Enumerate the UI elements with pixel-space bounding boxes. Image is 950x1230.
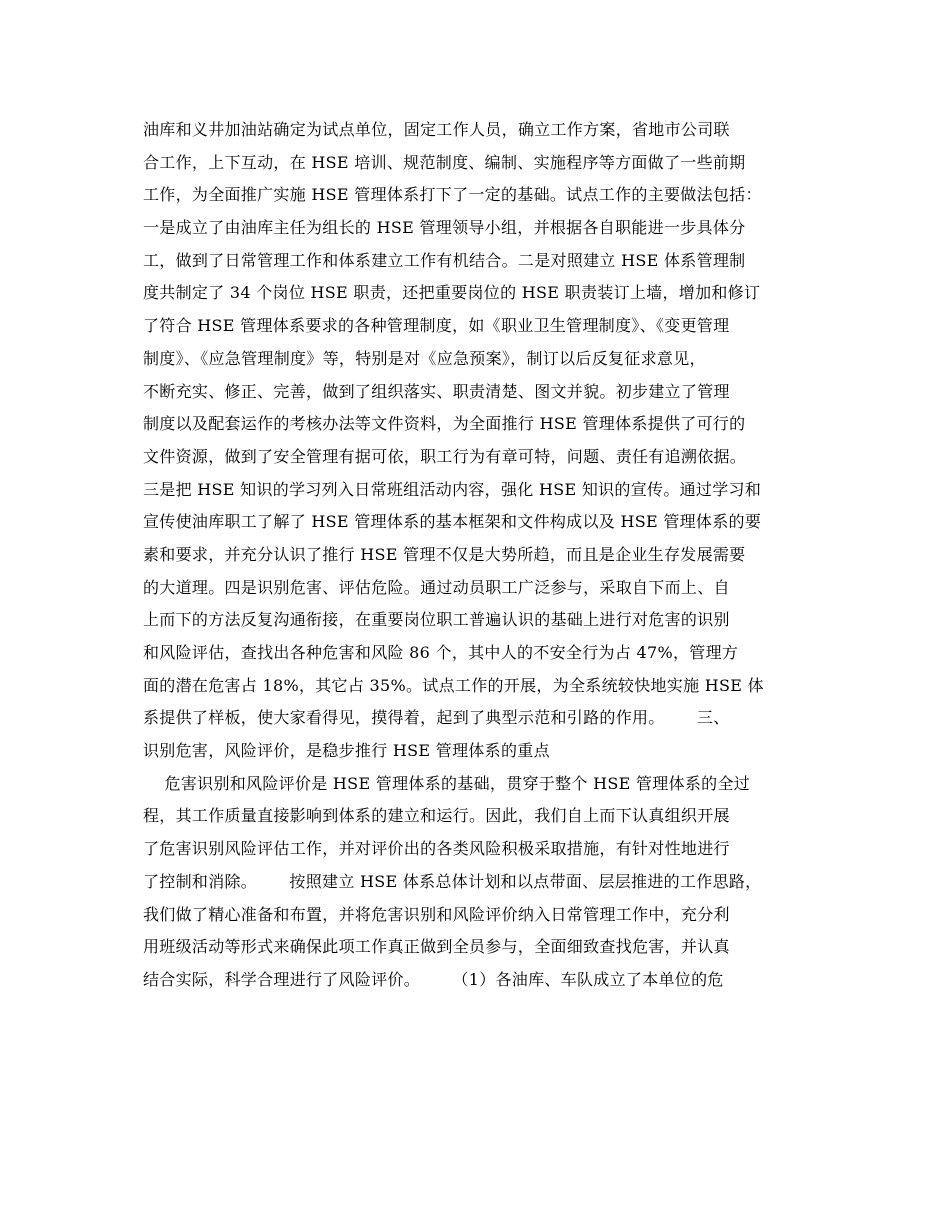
- text-line: 了符合 HSE 管理体系要求的各种管理制度，如《职业卫生管理制度》、《变更管理: [143, 316, 730, 336]
- text-line: 面的潜在危害占 18%，其它占 35%。试点工作的开展，为全系统较快地实施 HSE 体: [143, 675, 764, 695]
- text-line: 了危害识别风险评估工作，并对评价出的各类风险积极采取措施，有针对性地进行: [143, 839, 730, 859]
- text-line: 三是把 HSE 知识的学习列入日常班组活动内容，强化 HSE 知识的宣传。通过学习和: [143, 479, 762, 499]
- text-line: 素和要求，并充分认识了推行 HSE 管理不仅是大势所趋，而且是企业生存发展需要: [143, 544, 746, 564]
- text-line: 的大道理。四是识别危害、评估危险。通过动员职工广泛参与，采取自下而上、自: [143, 577, 730, 597]
- text-line: 合工作，上下互动，在 HSE 培训、规范制度、编制、实施程序等方面做了一些前期: [143, 152, 746, 172]
- text-line: 文件资源，做到了安全管理有据可依，职工行为有章可特，问题、责任有追溯依据。: [143, 446, 747, 466]
- text-line: 程，其工作质量直接影响到体系的建立和运行。因此，我们自上而下认真组织开展: [143, 806, 730, 826]
- text-line: 制度以及配套运作的考核办法等文件资料，为全面推行 HSE 管理体系提供了可行的: [143, 414, 746, 434]
- text-line: 和风险评估，查找出各种危害和风险 86 个，其中人的不安全行为占 47%，管理方: [143, 643, 739, 662]
- text-line: 结合实际，科学合理进行了风险评价。 （1）各油库、车队成立了本单位的危: [143, 969, 724, 989]
- text-line: 我们做了精心准备和布置，并将危害识别和风险评价纳入日常管理工作中，充分利: [143, 904, 730, 924]
- text-line: 一是成立了由油库主任为组长的 HSE 管理领导小组，并根据各自职能进一步具体分: [143, 218, 746, 238]
- text-line: 制度》、《应急管理制度》等，特别是对《应急预案》，制订以后反复征求意见，: [143, 348, 706, 368]
- text-line: 工，做到了日常管理工作和体系建立工作有机结合。二是对照建立 HSE 体系管理制: [143, 250, 746, 270]
- text-line: 度共制定了 34 个岗位 HSE 职责，还把重要岗位的 HSE 职责装订上墙，增加和修订: [143, 283, 761, 303]
- text-line: 不断充实、修正、完善，做到了组织落实、职责清楚、图文并貌。初步建立了管理: [143, 381, 730, 401]
- text-line: 系提供了样板，使大家看得见，摸得着，起到了典型示范和引路的作用。 三、: [143, 708, 730, 728]
- text-line: 工作，为全面推广实施 HSE 管理体系打下了一定的基础。试点工作的主要做法包括：: [143, 185, 762, 205]
- text-line: 宣传使油库职工了解了 HSE 管理体系的基本框架和文件构成以及 HSE 管理体系的要: [143, 512, 762, 532]
- text-line: 上而下的方法反复沟通衔接，在重要岗位职工普遍认识的基础上进行对危害的识别: [143, 610, 730, 630]
- text-line: 了控制和消除。 按照建立 HSE 体系总体计划和以点带面、层层推进的工作思路，: [143, 871, 762, 891]
- body-text: [143, 114, 813, 997]
- text-line: 油库和义井加油站确定为试点单位，固定工作人员，确立工作方案，省地市公司联: [143, 120, 730, 139]
- text-line: 危害识别和风险评价是 HSE 管理体系的基础，贯穿于整个 HSE 管理体系的全过: [143, 773, 751, 793]
- section-heading-line: 识别危害，风险评价，是稳步推行 HSE 管理体系的重点: [143, 741, 550, 761]
- text-line: 用班级活动等形式来确保此项工作真正做到全员参与，全面细致查找危害，并认真: [143, 937, 730, 957]
